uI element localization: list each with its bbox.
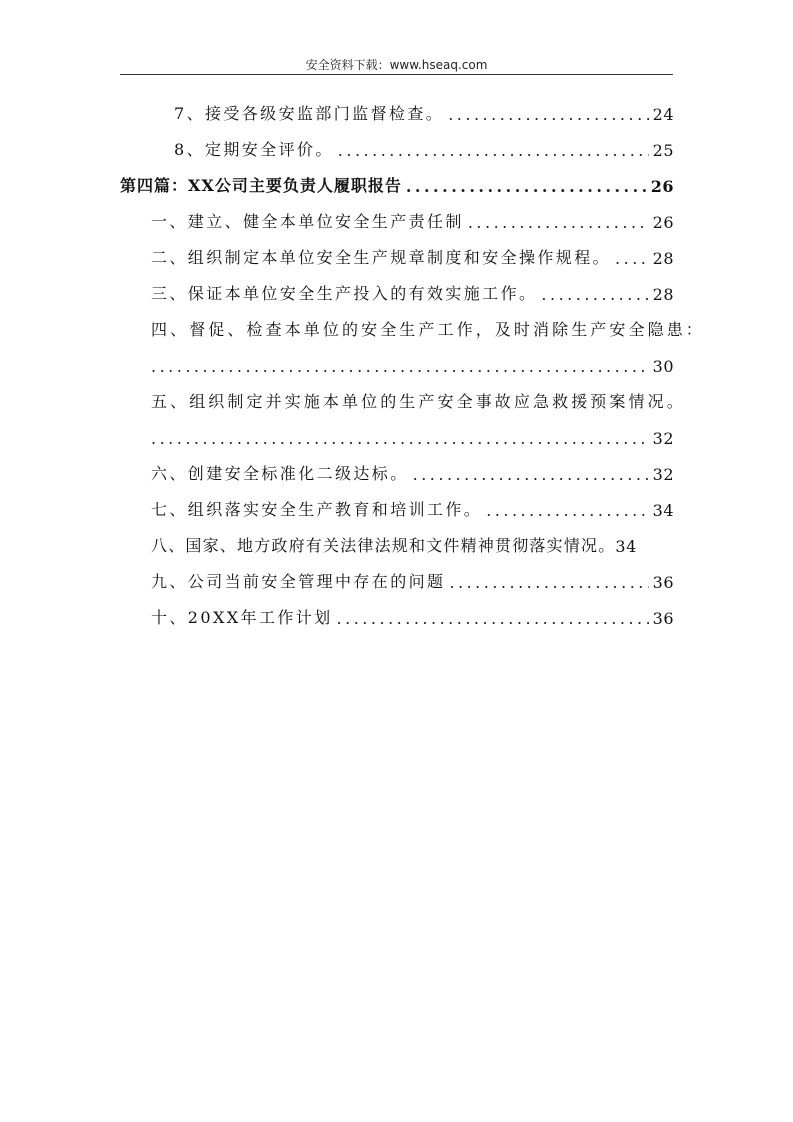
toc-entry[interactable] — [120, 202, 674, 238]
toc-entry-text: 八、国家、地方政府有关法律法规和文件精神贯彻落实情况。 — [151, 536, 616, 555]
toc-leader — [468, 213, 649, 232]
toc-leader — [406, 177, 647, 196]
toc-entry-text: 三、保证本单位安全生产投入的有效实施工作。 — [151, 284, 538, 303]
toc-entry-text: 第四篇：XX公司主要负责人履职报告 — [120, 176, 402, 195]
toc-entry-text: 四、督促、检查本单位的安全生产工作，及时消除生产安全隐患： — [151, 320, 705, 339]
toc-leader — [615, 249, 649, 268]
header-rule — [120, 74, 673, 75]
toc-leader — [541, 285, 648, 304]
toc-leader — [413, 465, 649, 484]
toc-entry[interactable] — [120, 382, 686, 418]
toc-entry[interactable] — [120, 598, 674, 634]
toc-page-number: 34 — [652, 501, 674, 520]
toc-entry-text: 一、建立、健全本单位安全生产责任制 — [151, 212, 464, 231]
toc-entry[interactable] — [120, 454, 674, 490]
toc-entry-text: 五、组织制定并实施本单位的生产安全事故应急救援预案情况。 — [151, 392, 686, 411]
toc-entry-text: 二、组织制定本单位安全生产规章制度和安全操作规程。 — [151, 248, 612, 267]
toc-entry-text: 8、定期安全评价。 — [174, 140, 334, 159]
toc-entry-text: 九、公司当前安全管理中存在的问题 — [151, 572, 446, 591]
toc-page-number: 32 — [652, 429, 674, 448]
toc-leader — [337, 609, 649, 628]
toc-entry[interactable] — [120, 238, 674, 274]
toc-entry-text: 7、接受各级安监部门监督检查。 — [174, 104, 445, 123]
toc-entry-text: 七、组织落实安全生产教育和培训工作。 — [151, 500, 483, 519]
toc-entry[interactable] — [120, 490, 674, 526]
toc-page-number: 25 — [652, 141, 674, 160]
toc-page-number: 24 — [652, 105, 674, 124]
toc-leader — [486, 501, 648, 520]
toc-leader — [151, 357, 649, 376]
toc-page-number: 30 — [652, 357, 674, 376]
toc-leader — [338, 141, 649, 160]
toc-page-number: 28 — [652, 285, 674, 304]
toc-entry[interactable] — [120, 562, 674, 598]
toc-entry-continuation[interactable] — [120, 346, 674, 382]
toc-leader — [151, 429, 649, 448]
toc-entry[interactable] — [120, 526, 674, 562]
toc-entry-text: 六、创建安全标准化二级达标。 — [151, 464, 409, 483]
toc-page-number: 28 — [652, 249, 674, 268]
toc-page-number: 26 — [650, 177, 674, 196]
toc-entry[interactable] — [120, 94, 674, 130]
toc-entry[interactable] — [120, 130, 674, 166]
toc-page-number: 36 — [652, 609, 674, 628]
toc-leader — [449, 573, 648, 592]
page-header: 安全资料下载：www.hseaq.com — [305, 58, 488, 72]
toc-entry-chapter[interactable] — [120, 166, 674, 202]
toc-page-number: 36 — [652, 573, 674, 592]
toc-page-number: 26 — [652, 213, 674, 232]
toc-leader — [448, 105, 648, 124]
toc-entry-text: 十、20XX年工作计划 — [151, 608, 333, 627]
toc-page-number: 34 — [615, 537, 637, 556]
table-of-contents — [120, 94, 705, 634]
toc-page-number: 32 — [652, 465, 674, 484]
toc-entry[interactable] — [120, 274, 674, 310]
toc-entry-continuation[interactable] — [120, 418, 674, 454]
toc-entry[interactable] — [120, 310, 705, 346]
